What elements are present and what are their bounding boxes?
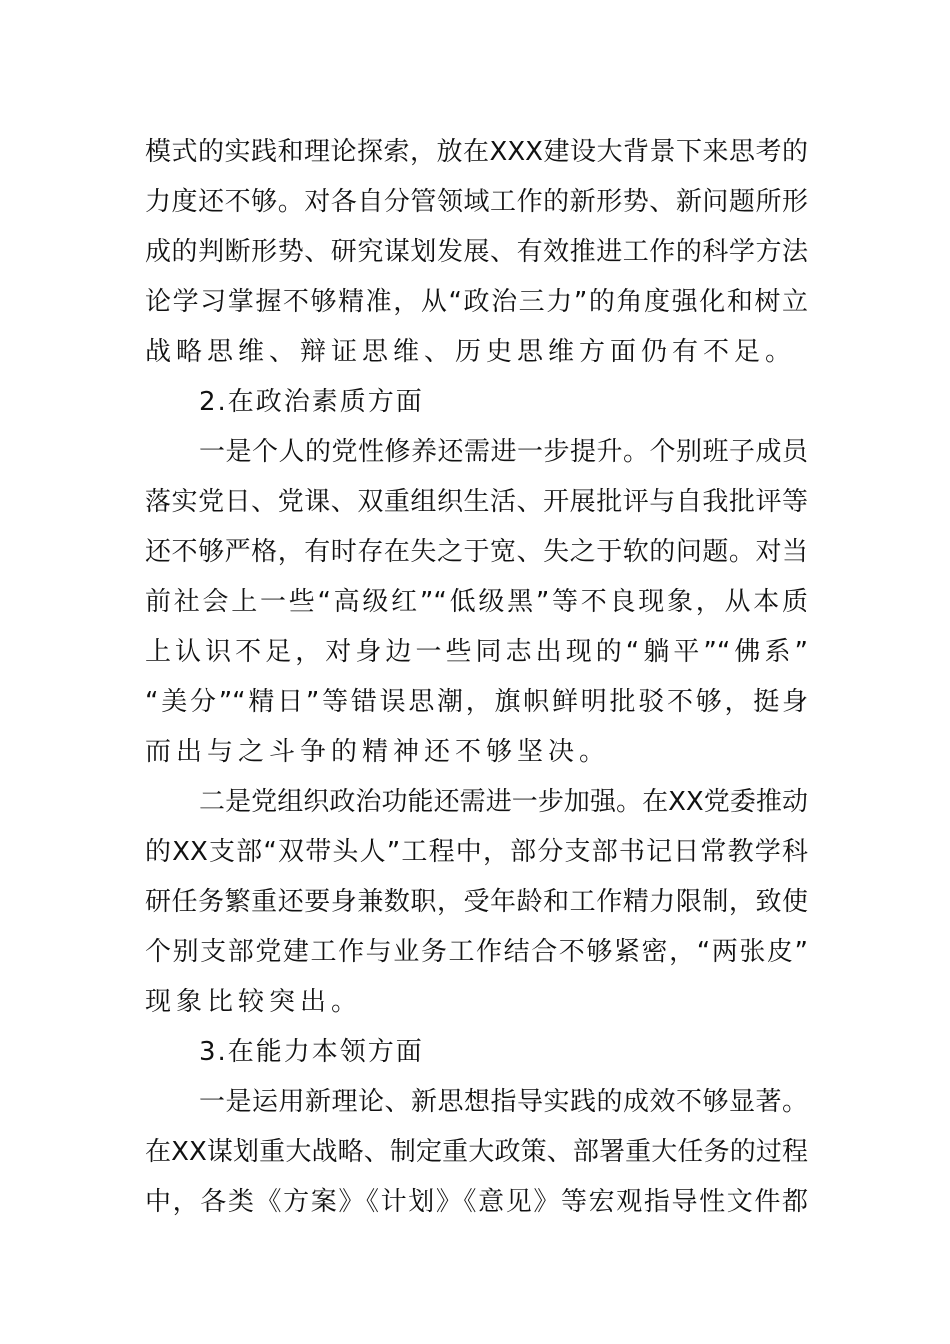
text-line: 还不够严格，有时存在失之于宽、失之于软的问题。对当 (145, 537, 808, 567)
text-line: 现象比较突出。 (145, 987, 363, 1017)
section-heading: 2.在政治素质方面 (199, 387, 424, 417)
document-body (145, 127, 808, 1227)
text-line: 个别支部党建工作与业务工作结合不够紧密，“两张皮” (145, 937, 808, 967)
text-line: 力度还不够。对各自分管领域工作的新形势、新问题所形 (145, 187, 808, 217)
text-line: 模式的实践和理论探索，放在XXX建设大背景下来思考的 (145, 137, 808, 167)
text-line: 上认识不足，对身边一些同志出现的“躺平”“佛系” (145, 637, 808, 667)
section-heading: 3.在能力本领方面 (199, 1037, 424, 1067)
text-line: 落实党日、党课、双重组织生活、开展批评与自我批评等 (145, 487, 808, 517)
text-line: 前社会上一些“高级红”“低级黑”等不良现象，从本质 (145, 587, 808, 617)
text-line: 中，各类《方案》《计划》《意见》等宏观指导性文件都 (145, 1187, 808, 1217)
text-line: 一是个人的党性修养还需进一步提升。个别班子成员 (199, 437, 808, 467)
text-line: 而出与之斗争的精神还不够坚决。 (145, 737, 611, 767)
text-line: 论学习掌握不够精准，从“政治三力”的角度强化和树立 (145, 287, 808, 317)
text-line: “美分”“精日”等错误思潮，旗帜鲜明批驳不够，挺身 (145, 687, 808, 717)
text-line: 在XX谋划重大战略、制定重大政策、部署重大任务的过程 (145, 1137, 808, 1167)
text-line: 研任务繁重还要身兼数职，受年龄和工作精力限制，致使 (145, 887, 808, 917)
text-line: 成的判断形势、研究谋划发展、有效推进工作的科学方法 (145, 237, 808, 267)
text-line: 二是党组织政治功能还需进一步加强。在XX党委推动 (199, 787, 808, 817)
text-line: 战略思维、辩证思维、历史思维方面仍有不足。 (145, 337, 797, 367)
text-line: 的XX支部“双带头人”工程中，部分支部书记日常教学科 (145, 837, 808, 867)
text-line: 一是运用新理论、新思想指导实践的成效不够显著。 (199, 1087, 808, 1117)
